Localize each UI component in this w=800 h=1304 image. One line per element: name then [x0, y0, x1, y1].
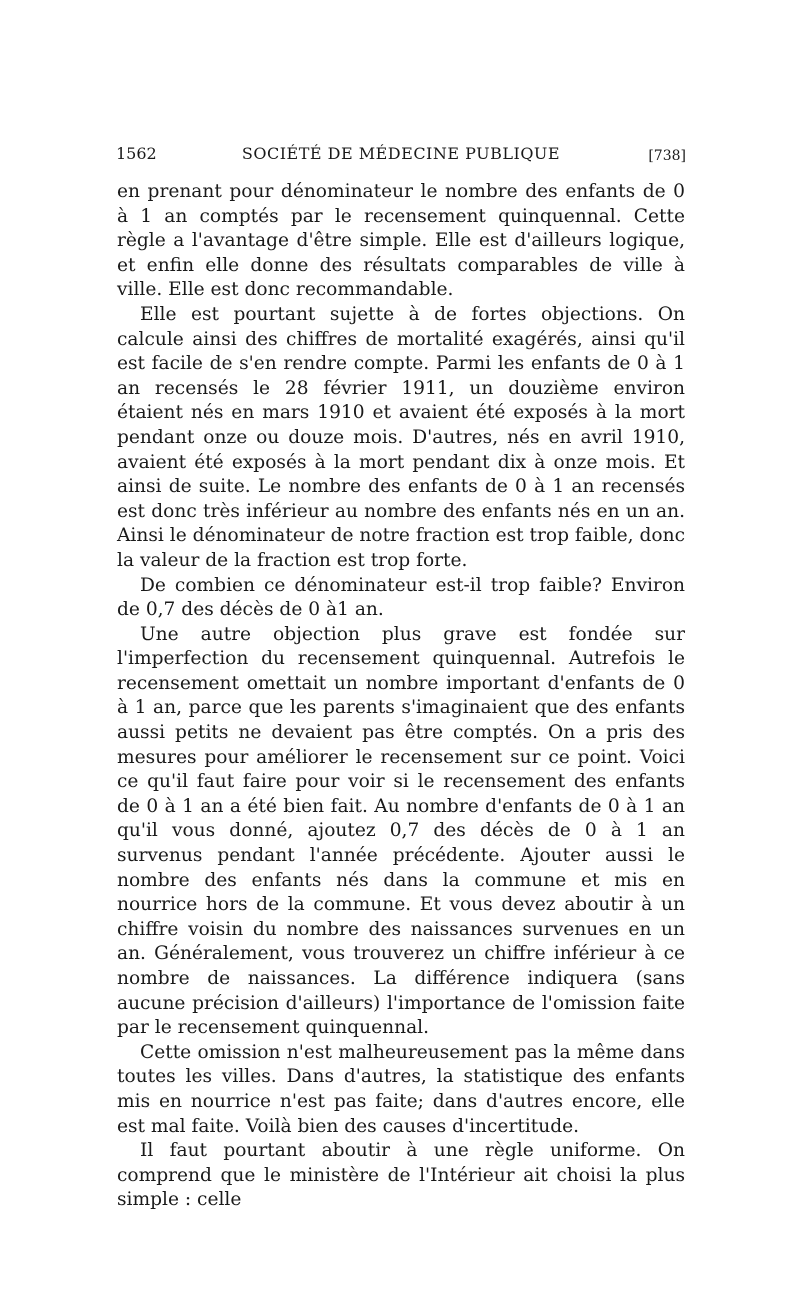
- running-title: SOCIÉTÉ DE MÉDECINE PUBLIQUE: [241, 144, 561, 163]
- paragraph: De combien ce dénominateur est-il trop faible? Environ de 0,7 des décès de 0 à1 an.: [117, 574, 685, 621]
- paragraph: Il faut pourtant aboutir à une règle uniforme. On comprend que le ministère de l'Intérieur ait choisi la plus simple : celle: [117, 1140, 685, 1211]
- page-header: [116, 140, 686, 166]
- paragraph: Elle est pourtant sujette à de fortes objections. On calcule ainsi des chiffres de mortalité exagérés, ainsi qu'il est facile de s'en rendre compte. Parmi les enfants de 0 à 1 an recensés le 28 février 1911, un douzième environ étaient nés en mars 1910 et avaient été exposés à la mort pendant onze ou douze mois. D'autres, nés en avril 1910, avaient été exposés à la mort pendant dix à onze mois. Et ainsi de suite. Le nombre des enfants de 0 à 1 an recensés est donc très inférieur au nombre des enfants nés en un an. Ainsi le dénominateur de notre fraction est trop faible, donc la valeur de la fraction est trop forte.: [117, 303, 685, 571]
- paragraph: en prenant pour dénominateur le nombre des enfants de 0 à 1 an comptés par le recensement quinquennal. Cette règle a l'avantage d'être simple. Elle est d'ailleurs logique, et enfin elle donne des résultats comparables de ville à ville. Elle est donc recommandable.: [117, 181, 685, 301]
- folio-number: [738]: [648, 148, 686, 164]
- paragraph: Une autre objection plus grave est fondée sur l'imperfection du recensement quinquennal. Autrefois le recensement omettait un nombre important d'enfants de 0 à 1 an, parce que les parents s'imaginaient que des enfants aussi petits ne devaient pas être comptés. On a pris des mesures pour améliorer le recensement sur ce point. Voici ce qu'il faut faire pour voir si le recensement des enfants de 0 à 1 an a été bien fait. Au nombre d'enfants de 0 à 1 an qu'il vous donné, ajoutez 0,7 des décès de 0 à 1 an survenus pendant l'année précédente. Ajouter aussi le nombre des enfants nés dans la commune et mis en nourrice hors de la commune. Et vous devez aboutir à un chiffre voisin du nombre des naissances survenues en un an. Généralement, vous trouverez un chiffre inférieur à ce nombre de naissances. La différence indiquera (sans aucune précision d'ailleurs) l'importance de l'omission faite par le recensement quinquennal.: [117, 623, 685, 1039]
- paragraph: Cette omission n'est malheureusement pas la même dans toutes les villes. Dans d'autres, la statistique des enfants mis en nourrice n'est pas faite; dans d'autres encore, elle est mal faite. Voilà bien des causes d'incertitude.: [117, 1041, 685, 1137]
- page-number: 1562: [116, 144, 157, 163]
- body-text: [117, 180, 685, 1213]
